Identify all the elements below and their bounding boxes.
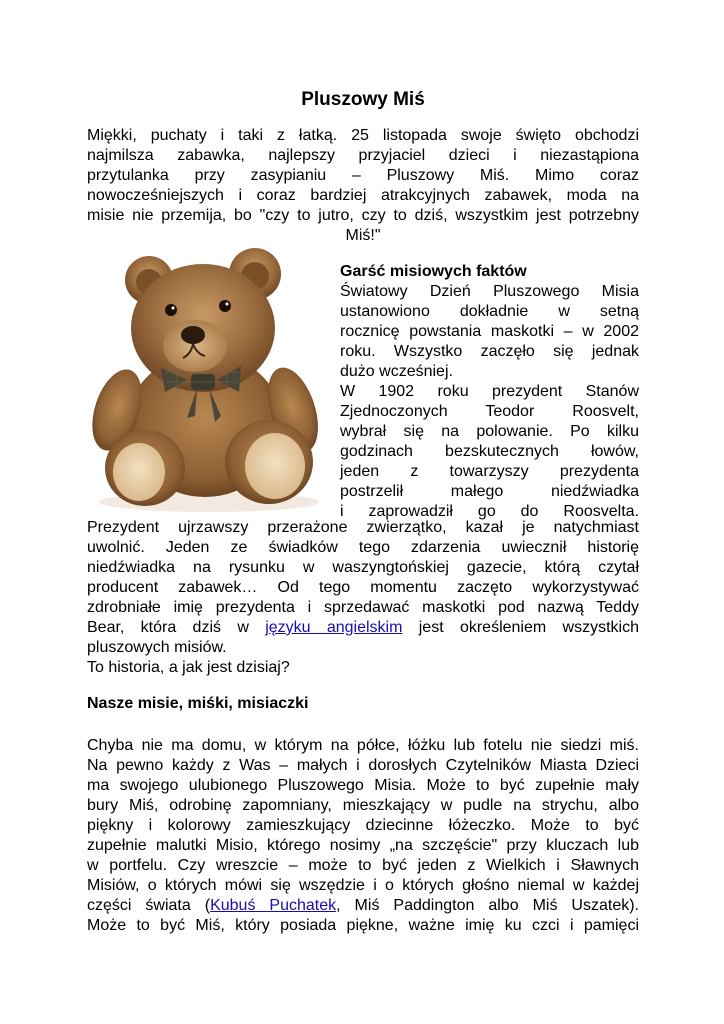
facts-line: rocznicę powstania maskotki – w 2002 <box>340 323 639 340</box>
facts-line: dużo wcześniej. <box>340 363 453 380</box>
facts-line: roku. Wszystko zaczęło się jednak <box>340 343 639 360</box>
page-title: Pluszowy Miś <box>301 89 425 110</box>
facts-line: ustanowiono dokładnie w setną <box>340 303 639 320</box>
bears-line: w portfelu. Czy wreszcie – może to być jeden z Wielkich i Sławnych <box>87 857 639 874</box>
facts-line: godzinach bezskutecznych łowów, <box>340 443 639 460</box>
bears-line-with-link <box>87 896 639 916</box>
history-text: Bear, która dziś w <box>87 619 249 636</box>
bears-line: ma swojego ulubionego Pluszowego Misia. Może to być zupełnie mały <box>87 777 639 794</box>
history-paragraph <box>87 518 639 678</box>
facts-heading: Garść misiowych faktów <box>340 263 527 280</box>
facts-line: jeden z towarzyszy prezydenta <box>340 463 639 480</box>
english-language-link[interactable]: języku angielskim <box>265 619 403 636</box>
bears-line: piękny i kolorowy zamieszkujący dziecinne łóżeczko. Może to być <box>87 817 639 834</box>
facts-line: wybrał się na polowanie. Po kilku <box>340 423 639 440</box>
winnie-the-pooh-link[interactable]: Kubuś Puchatek <box>210 897 337 914</box>
bears-text: części świata ( <box>87 897 211 914</box>
intro-line: przytulanka przy zasypianiu – Pluszowy Miś. Mimo coraz <box>87 167 639 184</box>
history-line: To historia, a jak jest dzisiaj? <box>87 659 290 676</box>
facts-column <box>340 262 639 522</box>
bears-line: Chyba nie ma domu, w którym na półce, łóżku lub fotelu nie siedzi miś. <box>87 737 639 754</box>
teddy-bear-photo-icon <box>87 240 331 512</box>
history-line: producent zabawek… Od tego momentu zaczęto wykorzystywać <box>87 579 639 596</box>
history-text: jest określeniem wszystkich <box>418 619 639 636</box>
history-line: niedźwiadka na rysunku w waszyngtońskiej gazecie, którą czytał <box>87 559 639 576</box>
intro-line: najmilsza zabawka, najlepszy przyjaciel dzieci i niezastąpiona <box>87 147 639 164</box>
bears-text: , Miś Paddington albo Miś Uszatek). <box>336 897 639 914</box>
history-line: uwolnić. Jeden ze świadków tego zdarzenia uwiecznił historię <box>87 539 639 556</box>
section-heading: Nasze misie, miśki, misiaczki <box>87 695 309 712</box>
facts-line: postrzelił małego niedźwiadka <box>340 483 639 500</box>
history-line-with-link <box>87 618 639 638</box>
intro-line: Miś!" <box>345 227 381 244</box>
facts-line: Zjednoczonych Teodor Roosvelt, <box>340 403 639 420</box>
bears-line: zupełnie malutki Misio, którego nosimy „na szczęście" przy kluczach lub <box>87 837 639 854</box>
teddy-bear-image <box>87 240 331 512</box>
bears-paragraph <box>87 736 639 936</box>
intro-paragraph <box>87 126 639 246</box>
intro-line: nowocześniejszych i coraz bardziej atrakcyjnych zabawek, moda na <box>87 187 639 204</box>
history-line: Prezydent ujrzawszy przerażone zwierzątko, kazał je natychmiast <box>87 519 639 536</box>
facts-line: W 1902 roku prezydent Stanów <box>340 383 639 400</box>
facts-line: i zaprowadził go do Roosvelta. <box>340 503 639 520</box>
facts-line: Światowy Dzień Pluszowego Misia <box>340 283 639 300</box>
bears-line: Misiów, o których mówi się wszędzie i o których głośno niemal w każdej <box>87 877 639 894</box>
intro-line: Miękki, puchaty i taki z łatką. 25 listopada swoje święto obchodzi <box>87 127 639 144</box>
history-line: pluszowych misiów. <box>87 639 227 656</box>
history-line: zdrobniałe imię prezydenta i sprzedawać maskotki pod nazwą Teddy <box>87 599 639 616</box>
facts-paragraph <box>340 282 639 522</box>
bears-line: Może to być Miś, który posiada piękne, ważne imię ku czci i pamięci <box>87 917 639 934</box>
intro-line: misie nie przemija, bo "czy to jutro, czy to dziś, wszystkim jest potrzebny <box>87 207 639 224</box>
bears-line: Na pewno każdy z Was – małych i dorosłych Czytelników Miasta Dzieci <box>87 757 639 774</box>
bears-line: bury Miś, odrobinę zapomniany, mieszkający w pudle na strychu, albo <box>87 797 639 814</box>
